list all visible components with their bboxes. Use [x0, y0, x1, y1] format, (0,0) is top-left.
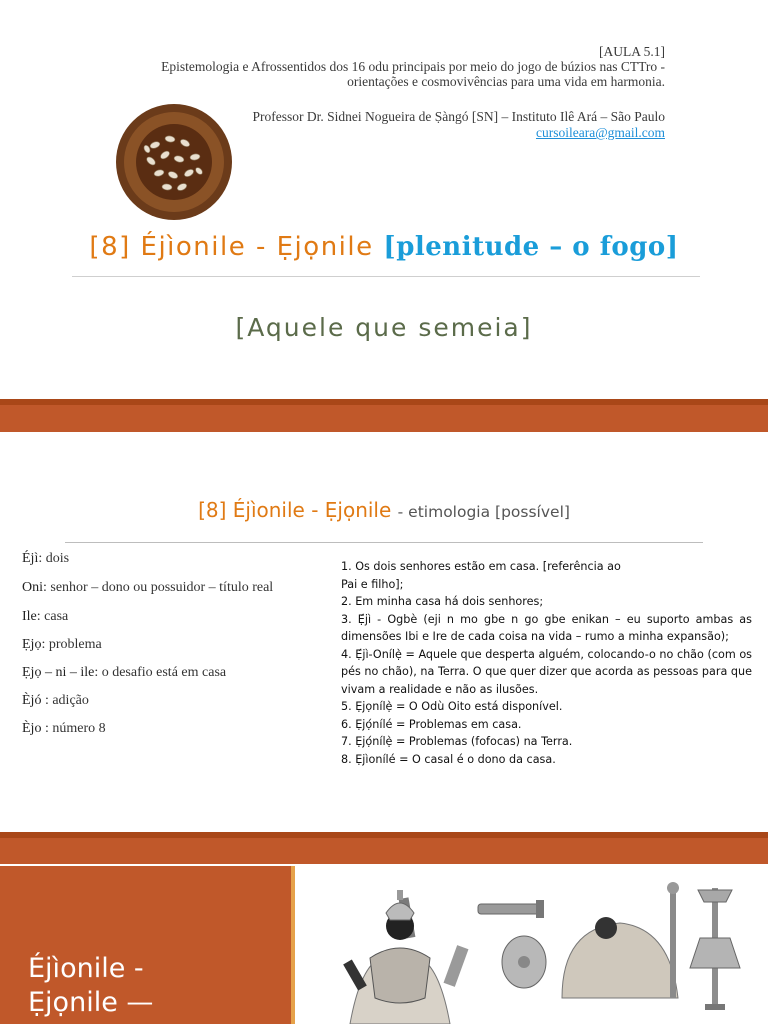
slide1-title	[0, 232, 768, 262]
lesson-label: [AULA 5.1]	[599, 44, 665, 59]
slide1-title-main: [8] Éjìonile - Ẹjọnile	[89, 232, 374, 262]
professor-credit: Professor Dr. Sidnei Nogueira de Ṣàngó [SN] – Instituto Ilê Ará – São Paulo	[252, 109, 665, 124]
panel-accent-line	[291, 866, 295, 1024]
slide2-title-main: [8] Éjìonile - Ẹjọnile	[198, 498, 392, 522]
orixa-illustrations	[300, 868, 768, 1024]
glossary-term: Ile	[22, 609, 37, 624]
glossary-term: Ẹjọ	[22, 637, 42, 652]
list-item: 7. Ẹjọ́nílẹ̀ = Problemas (fofocas) na Terra.	[341, 735, 573, 748]
glossary-sep: :	[38, 551, 43, 566]
list-item: 8. Ẹjìonílé = O casal é o dono da casa.	[341, 752, 556, 766]
slide3-title-line1: Éjìonile -	[28, 953, 144, 984]
buzios-tray-image	[115, 103, 233, 221]
glossary-def: problema	[48, 637, 102, 652]
meanings-list	[341, 558, 752, 768]
glossary-item	[22, 609, 68, 625]
list-item: 1. Os dois senhores estão em casa. [referência ao	[341, 560, 621, 573]
list-item: Pai e filho];	[341, 577, 404, 591]
glossary-def: senhor – dono ou possuidor – título real	[50, 580, 274, 595]
glossary-def: dois	[45, 551, 70, 566]
glossary-sep: :	[41, 721, 49, 736]
glossary-def: adição	[52, 693, 89, 708]
glossary-item	[22, 665, 226, 681]
divider	[72, 276, 700, 277]
glossary-sep: :	[43, 580, 47, 595]
glossary-def: casa	[44, 609, 69, 624]
glossary-item	[22, 637, 102, 653]
glossary-sep: :	[94, 665, 99, 680]
glossary-item	[22, 693, 89, 709]
slide3-title-line2: Ẹjọnile —	[28, 987, 154, 1018]
warrior-figure-image	[343, 890, 468, 1024]
list-item: 6. Ẹjọ́nílé = Problemas em casa.	[341, 717, 522, 731]
glossary-sep: :	[41, 637, 46, 652]
glossary-def: número 8	[52, 721, 106, 736]
glossary-item	[22, 721, 106, 737]
divider	[65, 542, 703, 543]
slide-separator-bar	[0, 832, 768, 864]
glossary-term: Éjì	[22, 551, 39, 566]
slide3-title	[28, 952, 153, 1020]
ritual-staff-image	[690, 888, 740, 1010]
list-item: 4. Ẹ́jì-Onílẹ̀ = Aquele que desperta alguém, colocando-o no chão (com os pés no chão), na Terra. O que quer dizer que acorda as pessoas para que vivam a realidade e não as ilusões.	[341, 647, 752, 696]
glossary-sep: :	[41, 693, 49, 708]
glossary-sep: :	[36, 609, 41, 624]
email-link[interactable]: cursoileara@gmail.com	[535, 125, 665, 140]
slide2-title	[0, 498, 768, 522]
list-item: 5. Ẹjọnílẹ̀ = O Odù Oito está disponível.	[341, 700, 563, 713]
slide-separator-bar	[0, 399, 768, 432]
glossary-item	[22, 551, 69, 567]
list-item: 2. Em minha casa há dois senhores;	[341, 595, 544, 608]
glossary-term: Oni	[22, 580, 43, 595]
list-item: 3. Ẹ́jì - Ogbè (eji n mo gbe n go gbe enikan – eu suporto ambas as dimensões Ibi e Ire de cada coisa na vida – rumo a minha expansão);	[341, 612, 752, 643]
slide1-motto: [Aquele que semeia]	[235, 313, 533, 342]
glossary-item	[22, 580, 273, 596]
glossary-def: o desafio está em casa	[101, 665, 227, 680]
slide1-title-bracket: [plenitude – o fogo]	[383, 232, 679, 262]
glossary-term: Ẹjọ – ni – ile	[22, 665, 95, 680]
glossary-term: Èjó	[22, 693, 42, 708]
course-subtitle-line1: Epistemologia e Afrossentidos dos 16 odu principais por meio do jogo de búzios nas CTTro -	[161, 59, 665, 74]
course-subtitle-line2: orientações e cosmovivências para uma vida em harmonia.	[347, 74, 665, 89]
kneeling-figure-image	[562, 882, 679, 998]
glossary-term: Èjo	[22, 721, 42, 736]
slide2-title-suffix: - etimologia [possível]	[397, 503, 570, 521]
sword-and-shield-image	[478, 900, 546, 988]
